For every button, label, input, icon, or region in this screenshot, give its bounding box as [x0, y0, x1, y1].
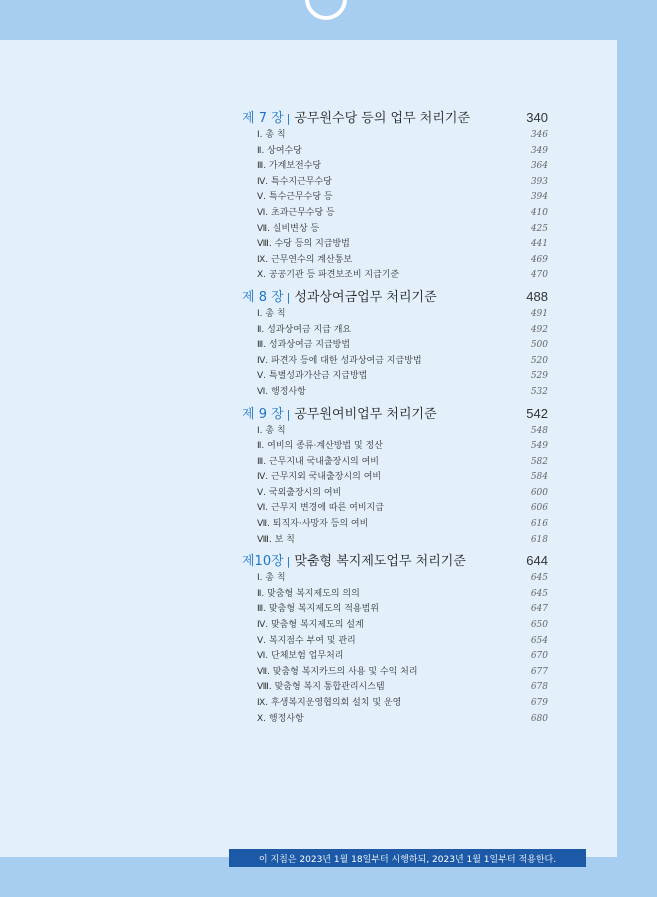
- section-page-number: 618: [530, 534, 548, 545]
- table-of-contents: [242, 104, 548, 729]
- section-title: Ⅵ. 행정사항: [257, 386, 306, 397]
- section-entry[interactable]: [242, 205, 548, 221]
- section-page-number: 364: [530, 161, 548, 172]
- section-title: Ⅲ. 가계보전수당: [257, 161, 322, 172]
- section-page-number: 549: [530, 441, 548, 452]
- chapter-heading-left: [242, 286, 437, 305]
- section-entry[interactable]: [242, 516, 548, 532]
- section-title: Ⅸ. 후생복지운영협의회 설치 및 운영: [257, 698, 402, 708]
- section-entry[interactable]: [242, 454, 548, 470]
- chapter-page-number: 488: [526, 288, 548, 304]
- section-page-number: 394: [530, 192, 548, 203]
- section-entry[interactable]: [242, 570, 548, 586]
- section-page-number: 520: [530, 355, 548, 366]
- section-title: Ⅳ. 근무지외 국내출장시의 여비: [257, 472, 382, 483]
- section-title: Ⅶ. 퇴직자·사망자 등의 여비: [257, 519, 369, 530]
- section-title: Ⅴ. 특수근무수당 등: [257, 192, 333, 203]
- section-entry[interactable]: [242, 695, 548, 711]
- section-page-number: 654: [530, 635, 548, 646]
- chapter-page-number: 340: [526, 110, 548, 125]
- section-entry[interactable]: [242, 469, 548, 485]
- section-page-number: 606: [530, 503, 548, 514]
- section-entry[interactable]: [242, 353, 548, 369]
- section-entry[interactable]: [242, 664, 548, 680]
- section-title: Ⅰ. 총 칙: [257, 308, 286, 319]
- chapter-heading[interactable]: [242, 286, 548, 306]
- chapter-heading-left: [242, 550, 466, 569]
- chapter-title: 성과상여금업무 처리기준: [294, 289, 437, 305]
- section-page-number: 679: [530, 698, 548, 708]
- section-page-number: 645: [530, 588, 548, 599]
- chapter-number: 제 9 장: [242, 406, 284, 422]
- chapter: [242, 107, 548, 283]
- section-page-number: 470: [530, 270, 548, 281]
- section-title: Ⅰ. 총 칙: [257, 425, 286, 436]
- section-title: Ⅰ. 총 칙: [257, 130, 286, 140]
- chapter-title: 맞춤형 복지제도업무 처리기준: [294, 554, 466, 570]
- section-title: Ⅵ. 초과근무수당 등: [257, 207, 335, 218]
- section-entry[interactable]: [242, 252, 548, 268]
- section-title: Ⅹ. 공공기관 등 파견보조비 지급기준: [257, 270, 400, 281]
- chapter-heading[interactable]: [242, 107, 548, 127]
- section-page-number: 582: [530, 456, 548, 467]
- section-title: Ⅳ. 맞춤형 복지제도의 설계: [257, 620, 364, 631]
- section-title: Ⅱ. 성과상여금 지급 개요: [257, 324, 352, 335]
- section-page-number: 645: [530, 573, 548, 584]
- section-page-number: 600: [530, 487, 548, 498]
- section-page-number: 441: [530, 239, 548, 250]
- section-entry[interactable]: [242, 189, 548, 205]
- section-title: Ⅳ. 특수지근무수당: [257, 176, 332, 187]
- chapter-number: 제10장: [242, 554, 284, 570]
- section-page-number: 349: [530, 145, 548, 156]
- section-page-number: 393: [530, 176, 548, 187]
- chapter-title: 공무원수당 등의 업무 처리기준: [294, 111, 471, 126]
- section-title: Ⅵ. 단체보험 업무처리: [257, 651, 344, 662]
- chapter-page-number: 542: [526, 405, 548, 421]
- section-page-number: 346: [530, 130, 548, 140]
- section-page-number: 410: [530, 207, 548, 218]
- section-title: Ⅷ. 수당 등의 지급방법: [257, 239, 350, 250]
- section-page-number: 584: [530, 472, 548, 483]
- section-entry[interactable]: [242, 485, 548, 501]
- section-entry[interactable]: [242, 679, 548, 695]
- section-page-number: 425: [530, 223, 548, 234]
- section-title: Ⅲ. 근무지내 국내출장시의 여비: [257, 456, 379, 467]
- chapter-heading[interactable]: [242, 403, 548, 423]
- section-entry[interactable]: [242, 322, 548, 338]
- section-page-number: 680: [530, 713, 548, 724]
- section-title: Ⅵ. 근무지 변경에 따른 여비지급: [257, 503, 384, 514]
- section-entry[interactable]: [242, 423, 548, 439]
- section-title: Ⅲ. 맞춤형 복지제도의 적용범위: [257, 604, 379, 615]
- section-entry[interactable]: [242, 384, 548, 400]
- section-page-number: 492: [530, 324, 548, 335]
- section-title: Ⅸ. 근무연수의 계산통보: [257, 254, 353, 265]
- section-entry[interactable]: [242, 337, 548, 353]
- section-page-number: 532: [530, 386, 548, 397]
- chapter-number: 제 7 장: [242, 111, 284, 126]
- section-title: Ⅳ. 파견자 등에 대한 성과상여금 지급방법: [257, 355, 422, 366]
- section-page-number: 548: [530, 425, 548, 436]
- chapter: [242, 403, 548, 548]
- chapter-separator: |: [286, 112, 291, 125]
- section-title: Ⅷ. 보 칙: [257, 534, 295, 545]
- section-entry[interactable]: [242, 221, 548, 237]
- section-title: Ⅴ. 특별성과가산금 지급방법: [257, 371, 368, 382]
- section-title: Ⅴ. 복지점수 부여 및 관리: [257, 635, 356, 646]
- chapter-separator: |: [286, 555, 291, 569]
- section-entry[interactable]: [242, 617, 548, 633]
- section-title: Ⅷ. 맞춤형 복지 통합관리시스템: [257, 682, 385, 693]
- section-title: Ⅴ. 국외출장시의 여비: [257, 487, 342, 498]
- section-title: Ⅶ. 실비변상 등: [257, 223, 320, 234]
- content-panel: [0, 40, 617, 865]
- section-entry[interactable]: [242, 438, 548, 454]
- section-title: Ⅰ. 총 칙: [257, 573, 286, 584]
- section-page-number: 650: [530, 620, 548, 631]
- section-page-number: 616: [530, 519, 548, 530]
- section-entry[interactable]: [242, 158, 548, 174]
- section-entry[interactable]: [242, 711, 548, 727]
- section-entry[interactable]: [242, 368, 548, 384]
- chapter-number: 제 8 장: [242, 289, 284, 305]
- section-page-number: 500: [530, 340, 548, 351]
- chapter: [242, 286, 548, 400]
- effective-date-notice: 이 지침은 2023년 1월 18일부터 시행하되, 2023년 1월 1일부터 적용한다.: [229, 849, 586, 867]
- section-entry[interactable]: [242, 601, 548, 617]
- section-page-number: 469: [530, 254, 548, 265]
- decorative-arc: [296, 0, 355, 29]
- section-page-number: 491: [530, 308, 548, 319]
- chapter-heading-left: [242, 403, 437, 422]
- chapter-heading-left: [242, 107, 470, 126]
- section-entry[interactable]: [242, 633, 548, 649]
- section-entry[interactable]: [242, 236, 548, 252]
- chapter-title: 공무원여비업무 처리기준: [294, 406, 437, 422]
- section-entry[interactable]: [242, 127, 548, 143]
- section-title: Ⅹ. 행정사항: [257, 713, 304, 724]
- section-page-number: 670: [530, 651, 548, 662]
- section-entry[interactable]: [242, 174, 548, 190]
- chapter-separator: |: [286, 290, 291, 304]
- section-page-number: 678: [530, 682, 548, 693]
- section-entry[interactable]: [242, 143, 548, 159]
- section-page-number: 647: [530, 604, 548, 615]
- section-entry[interactable]: [242, 648, 548, 664]
- section-page-number: 529: [530, 371, 548, 382]
- section-entry[interactable]: [242, 586, 548, 602]
- section-title: Ⅱ. 여비의 종류·계산방법 및 정산: [257, 441, 383, 452]
- section-entry[interactable]: [242, 532, 548, 548]
- chapter-page-number: 644: [526, 553, 548, 569]
- section-page-number: 677: [530, 666, 548, 677]
- section-title: Ⅱ. 상여수당: [257, 145, 302, 156]
- section-title: Ⅱ. 맞춤형 복지제도의 의의: [257, 588, 360, 599]
- chapter-separator: |: [286, 407, 291, 421]
- section-title: Ⅶ. 맞춤형 복지카드의 사용 및 수익 처리: [257, 666, 418, 677]
- section-entry[interactable]: [242, 500, 548, 516]
- section-title: Ⅲ. 성과상여금 지급방법: [257, 340, 351, 351]
- chapter-heading[interactable]: [242, 550, 548, 570]
- section-entry[interactable]: [242, 267, 548, 283]
- section-entry[interactable]: [242, 306, 548, 322]
- chapter: [242, 550, 548, 726]
